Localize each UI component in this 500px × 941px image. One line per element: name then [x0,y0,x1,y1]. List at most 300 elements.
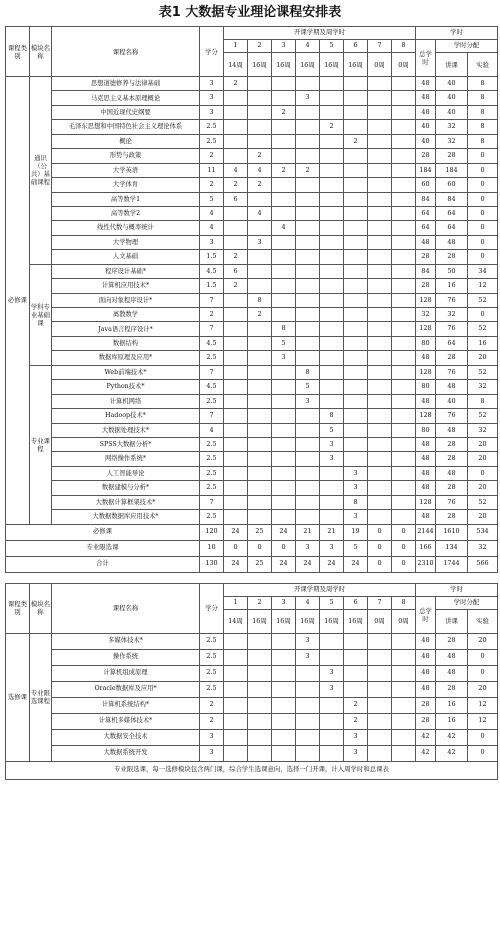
practice-hours: 52 [468,495,498,509]
summary-lecture-hours: 134 [436,540,468,556]
required-header-lecture: 讲课 [436,53,468,77]
total-hours: 48 [416,681,436,697]
summary-semester-1: 24 [224,524,248,540]
semester-4-hours [296,235,320,249]
semester-7-hours [368,713,392,729]
semester-2-hours [248,681,272,697]
practice-hours: 34 [468,264,498,278]
semester-8-hours [392,77,416,91]
summary-row [6,556,498,572]
total-hours: 128 [416,293,436,307]
semester-7-hours [368,91,392,105]
total-hours: 32 [416,308,436,322]
semester-6-hours [344,77,368,91]
semester-8-hours [392,149,416,163]
semester-3-hours [272,729,296,745]
semester-7-hours [368,264,392,278]
credit-cell: 4.5 [200,380,224,394]
table-row [6,279,498,293]
semester-3-hours [272,649,296,665]
semester-2-hours [248,481,272,495]
practice-hours: 32 [468,423,498,437]
course-name: 线性代数与概率统计 [52,221,200,235]
semester-6-hours [344,452,368,466]
course-name: Hadoop技术* [52,409,200,423]
semester-4-hours [296,481,320,495]
elective-header-hours-distribution: 学时分配 [436,596,498,609]
required-header-weeks-5: 16周 [320,53,344,77]
semester-2-hours [248,322,272,336]
semester-2-hours [248,264,272,278]
semester-5-hours [320,235,344,249]
semester-2-hours [248,745,272,761]
semester-4-hours [296,206,320,220]
table-row [6,713,498,729]
semester-2-hours [248,713,272,729]
practice-hours: 0 [468,235,498,249]
credit-cell: 4 [200,221,224,235]
course-name: 大学英语 [52,163,200,177]
lecture-hours: 28 [436,633,468,649]
semester-7-hours [368,665,392,681]
required-course-table [5,26,498,573]
semester-7-hours [368,380,392,394]
semester-6-hours [344,365,368,379]
semester-2-hours [248,192,272,206]
semester-2-hours [248,452,272,466]
lecture-hours: 60 [436,178,468,192]
semester-4-hours [296,77,320,91]
semester-5-hours [320,729,344,745]
elective-header-weeks-7: 0周 [368,609,392,633]
semester-7-hours [368,221,392,235]
elective-header-weeks-8: 0周 [392,609,416,633]
practice-hours: 52 [468,322,498,336]
lecture-hours: 28 [436,149,468,163]
total-hours: 48 [416,91,436,105]
semester-6-hours: 3 [344,466,368,480]
semester-5-hours [320,510,344,524]
credit-cell: 3 [200,91,224,105]
credit-cell: 7 [200,322,224,336]
semester-3-hours [272,713,296,729]
semester-7-hours [368,336,392,350]
course-name: 大学体育 [52,178,200,192]
summary-semester-6: 19 [344,524,368,540]
credit-cell: 2 [200,697,224,713]
summary-semester-3: 24 [272,524,296,540]
semester-3-hours [272,192,296,206]
practice-hours: 8 [468,91,498,105]
practice-hours: 0 [468,192,498,206]
semester-2-hours: 4 [248,206,272,220]
semester-6-hours [344,235,368,249]
summary-label: 合计 [6,556,200,572]
semester-4-hours [296,665,320,681]
course-name: 计算机网络 [52,394,200,408]
semester-2-hours: 8 [248,293,272,307]
semester-5-hours [320,649,344,665]
semester-2-hours [248,394,272,408]
semester-8-hours [392,713,416,729]
semester-8-hours [392,649,416,665]
credit-cell: 2.5 [200,649,224,665]
course-name: 大数据数据库应用技术* [52,510,200,524]
table-row [6,250,498,264]
semester-6-hours [344,437,368,451]
practice-hours: 0 [468,163,498,177]
summary-semester-5: 21 [320,524,344,540]
table-row [6,105,498,119]
required-header-module: 模块名称 [30,27,52,77]
semester-2-hours: 2 [248,178,272,192]
semester-6-hours [344,351,368,365]
practice-hours: 0 [468,745,498,761]
semester-5-hours [320,105,344,119]
semester-4-hours [296,134,320,148]
semester-5-hours [320,178,344,192]
required-header-semester-6: 6 [344,40,368,53]
semester-6-hours [344,322,368,336]
semester-7-hours [368,192,392,206]
total-hours: 184 [416,163,436,177]
table-row [6,178,498,192]
table-row [6,235,498,249]
semester-6-hours: 3 [344,510,368,524]
semester-5-hours [320,633,344,649]
semester-6-hours [344,192,368,206]
lecture-hours: 16 [436,697,468,713]
practice-hours: 8 [468,77,498,91]
course-name: 人工智能导论 [52,466,200,480]
course-name: 人文基础 [52,250,200,264]
practice-hours: 20 [468,681,498,697]
semester-2-hours [248,120,272,134]
summary-total-hours: 2144 [416,524,436,540]
semester-3-hours: 2 [272,105,296,119]
summary-label: 必修课 [6,524,200,540]
required-header-semester-7: 7 [368,40,392,53]
elective-header-semester-4: 4 [296,596,320,609]
credit-cell: 2.5 [200,452,224,466]
semester-3-hours [272,745,296,761]
table-title: 表1 大数据专业理论课程安排表 [158,5,342,20]
course-name: 面向对象程序设计* [52,293,200,307]
total-hours: 84 [416,264,436,278]
table-row [6,481,498,495]
semester-7-hours [368,351,392,365]
semester-5-hours [320,308,344,322]
practice-hours: 52 [468,293,498,307]
table-row [6,633,498,649]
required-header-hours-group: 学时 [416,27,498,40]
semester-6-hours [344,336,368,350]
table-row [6,495,498,509]
semester-7-hours [368,77,392,91]
credit-cell: 2.5 [200,665,224,681]
credit-cell: 2 [200,308,224,322]
semester-6-hours [344,308,368,322]
lecture-hours: 28 [436,481,468,495]
table-row [6,409,498,423]
semester-4-hours [296,409,320,423]
semester-3-hours [272,510,296,524]
summary-credit: 120 [200,524,224,540]
summary-semester-8: 0 [392,540,416,556]
summary-semester-3: 24 [272,556,296,572]
required-header-weeks-7: 0周 [368,53,392,77]
semester-8-hours [392,365,416,379]
semester-4-hours [296,697,320,713]
practice-hours: 0 [468,665,498,681]
course-name: 操作系统 [52,649,200,665]
total-hours: 28 [416,713,436,729]
semester-5-hours: 2 [320,120,344,134]
credit-cell: 2 [200,178,224,192]
semester-3-hours [272,665,296,681]
semester-3-hours [272,365,296,379]
semester-2-hours [248,437,272,451]
practice-hours: 12 [468,697,498,713]
summary-semester-5: 3 [320,540,344,556]
credit-cell: 4.5 [200,264,224,278]
total-hours: 80 [416,336,436,350]
total-hours: 28 [416,279,436,293]
table-row [6,120,498,134]
elective-header-category: 课程类别 [6,583,30,633]
course-name: 数据建模与分析* [52,481,200,495]
semester-1-hours: 4 [224,163,248,177]
semester-7-hours [368,649,392,665]
semester-4-hours: 3 [296,91,320,105]
practice-hours: 0 [468,649,498,665]
semester-3-hours [272,481,296,495]
practice-hours: 32 [468,380,498,394]
lecture-hours: 48 [436,466,468,480]
required-header-weeks-8: 0周 [392,53,416,77]
table-row [6,681,498,697]
required-header-semester-1: 1 [224,40,248,53]
lecture-hours: 48 [436,649,468,665]
semester-3-hours [272,697,296,713]
summary-semester-7: 0 [368,556,392,572]
total-hours: 48 [416,105,436,119]
course-name: Python技术* [52,380,200,394]
semester-6-hours [344,423,368,437]
course-name: 计算机多媒体技术* [52,713,200,729]
credit-cell: 2.5 [200,466,224,480]
semester-8-hours [392,351,416,365]
semester-8-hours [392,437,416,451]
practice-hours: 0 [468,178,498,192]
semester-7-hours [368,495,392,509]
semester-8-hours [392,293,416,307]
credit-cell: 3 [200,77,224,91]
summary-semester-2: 25 [248,524,272,540]
semester-2-hours [248,697,272,713]
summary-semester-8: 0 [392,524,416,540]
semester-4-hours: 3 [296,649,320,665]
practice-hours: 0 [468,206,498,220]
table-row [6,466,498,480]
semester-8-hours [392,745,416,761]
semester-6-hours: 2 [344,697,368,713]
semester-6-hours [344,681,368,697]
semester-8-hours [392,423,416,437]
table-row [6,423,498,437]
lecture-hours: 40 [436,105,468,119]
total-hours: 28 [416,697,436,713]
semester-3-hours [272,250,296,264]
semester-1-hours [224,235,248,249]
course-name: 大数据安全技术 [52,729,200,745]
table-row [6,365,498,379]
semester-8-hours [392,134,416,148]
lecture-hours: 76 [436,495,468,509]
semester-3-hours [272,466,296,480]
semester-5-hours [320,293,344,307]
semester-6-hours [344,665,368,681]
lecture-hours: 50 [436,264,468,278]
semester-6-hours [344,264,368,278]
total-hours: 84 [416,192,436,206]
summary-total-hours: 2310 [416,556,436,572]
semester-3-hours [272,633,296,649]
semester-4-hours [296,322,320,336]
total-hours: 128 [416,495,436,509]
course-name: 计算机组成原理 [52,665,200,681]
semester-1-hours [224,745,248,761]
semester-3-hours [272,279,296,293]
lecture-hours: 28 [436,452,468,466]
semester-4-hours [296,105,320,119]
semester-5-hours [320,322,344,336]
semester-4-hours [296,745,320,761]
semester-6-hours [344,91,368,105]
elective-header-weeks-5: 16周 [320,609,344,633]
course-name: SPSS大数据分析* [52,437,200,451]
practice-hours: 8 [468,134,498,148]
semester-5-hours [320,466,344,480]
semester-6-hours: 2 [344,134,368,148]
table-row [6,293,498,307]
semester-5-hours [320,713,344,729]
summary-semester-6: 5 [344,540,368,556]
semester-7-hours [368,279,392,293]
credit-cell: 3 [200,235,224,249]
semester-3-hours [272,120,296,134]
semester-1-hours [224,729,248,745]
lecture-hours: 76 [436,322,468,336]
semester-3-hours [272,423,296,437]
semester-4-hours [296,351,320,365]
semester-5-hours [320,221,344,235]
semester-6-hours [344,279,368,293]
lecture-hours: 48 [436,665,468,681]
table-row [6,510,498,524]
semester-4-hours: 2 [296,163,320,177]
semester-5-hours [320,250,344,264]
semester-4-hours [296,452,320,466]
semester-8-hours [392,178,416,192]
semester-4-hours [296,437,320,451]
lecture-hours: 48 [436,380,468,394]
semester-1-hours: 2 [224,77,248,91]
semester-5-hours: 3 [320,681,344,697]
required-header-semester-4: 4 [296,40,320,53]
summary-semester-5: 24 [320,556,344,572]
semester-3-hours [272,437,296,451]
required-header-semester-group: 开课学期及周学时 [224,27,416,40]
semester-5-hours [320,365,344,379]
course-name: 高等数学1 [52,192,200,206]
semester-2-hours: 3 [248,235,272,249]
semester-4-hours [296,681,320,697]
required-header-semester-8: 8 [392,40,416,53]
elective-header-semester-7: 7 [368,596,392,609]
course-name: 思想道德修养与法律基础 [52,77,200,91]
semester-1-hours: 6 [224,192,248,206]
credit-cell: 4 [200,423,224,437]
credit-cell: 11 [200,163,224,177]
lecture-hours: 16 [436,279,468,293]
summary-label: 专业限选课 [6,540,200,556]
semester-8-hours [392,481,416,495]
lecture-hours: 28 [436,351,468,365]
required-header-weeks-6: 16周 [344,53,368,77]
elective-course-table [5,583,498,780]
total-hours: 42 [416,729,436,745]
semester-6-hours: 2 [344,713,368,729]
table-row [6,336,498,350]
practice-hours: 52 [468,409,498,423]
summary-lecture-hours: 1610 [436,524,468,540]
course-name: Oracle数据库及应用* [52,681,200,697]
summary-semester-2: 25 [248,556,272,572]
semester-2-hours [248,250,272,264]
practice-hours: 20 [468,351,498,365]
semester-6-hours [344,250,368,264]
course-name: 程序设计基础* [52,264,200,278]
table-row [6,91,498,105]
course-name: 大数据计算框架技术* [52,495,200,509]
semester-2-hours [248,336,272,350]
semester-3-hours [272,681,296,697]
semester-7-hours [368,452,392,466]
credit-cell: 2.5 [200,351,224,365]
table-row [6,163,498,177]
credit-cell: 2.5 [200,681,224,697]
total-hours: 48 [416,452,436,466]
semester-8-hours [392,91,416,105]
total-hours: 48 [416,351,436,365]
semester-8-hours [392,192,416,206]
course-name: 高等数学2 [52,206,200,220]
semester-2-hours [248,729,272,745]
total-hours: 64 [416,206,436,220]
semester-1-hours [224,380,248,394]
semester-5-hours: 5 [320,423,344,437]
lecture-hours: 40 [436,77,468,91]
total-hours: 40 [416,134,436,148]
semester-8-hours [392,322,416,336]
elective-note: 专业限选课，每一选修模块包含两门课，综合学生选课意向，选择一门开课，计入周学时和总课表 [6,761,498,779]
semester-2-hours [248,77,272,91]
total-hours: 64 [416,221,436,235]
practice-hours: 0 [468,729,498,745]
semester-7-hours [368,134,392,148]
credit-cell: 7 [200,293,224,307]
